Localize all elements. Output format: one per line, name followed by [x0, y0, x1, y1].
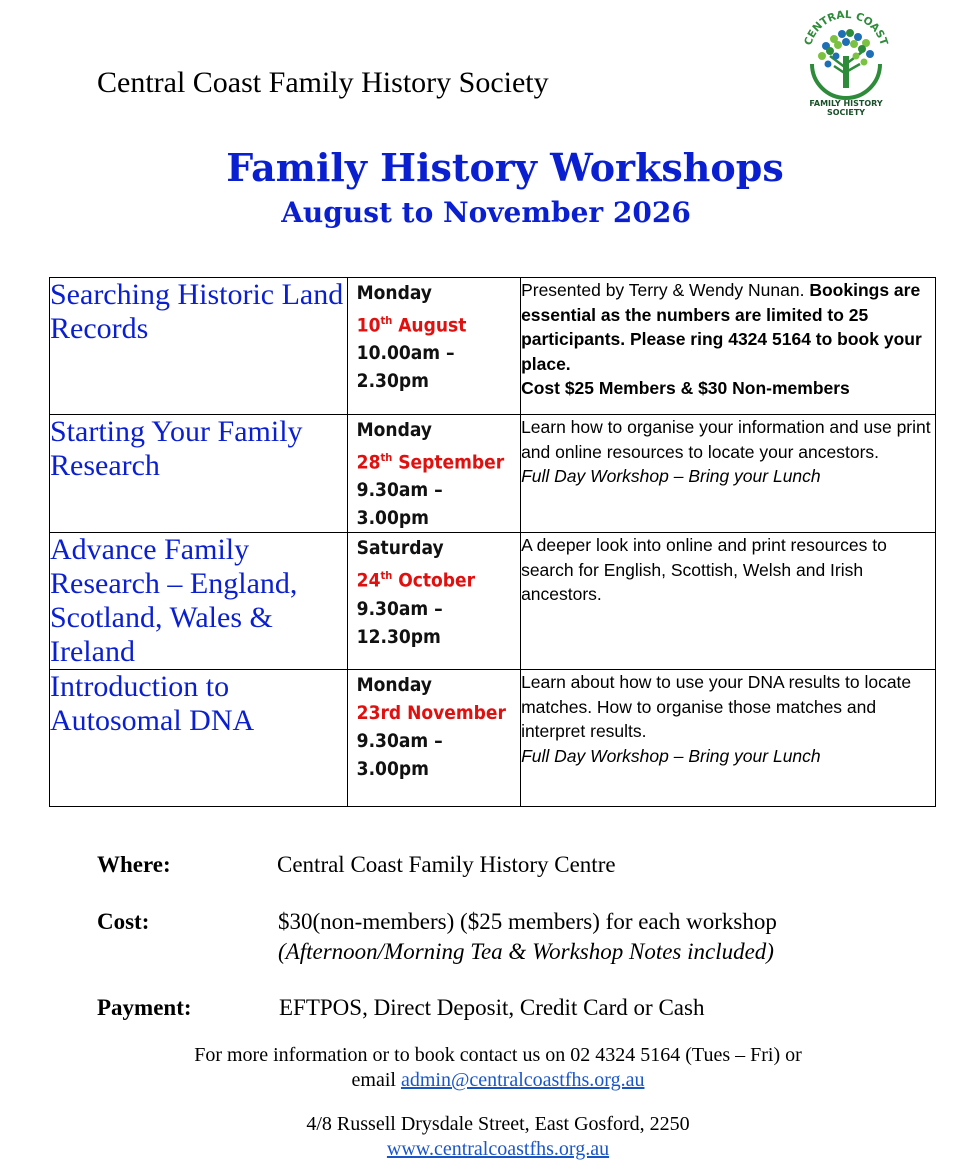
tree-logo-icon: [812, 29, 880, 98]
contact-info: [0, 1043, 961, 1093]
society-name: Central Coast Family History Society: [97, 66, 549, 99]
workshop-name: Searching Historic Land Records: [50, 278, 348, 415]
workshop-description: Learn about how to use your DNA results to locate matches. How to organise those matches and interpret results. Full Day Workshop – Bring your Lunch: [521, 670, 936, 807]
page-title: Family History Workshops: [226, 145, 784, 190]
cost-note: (Afternoon/Morning Tea & Workshop Notes included): [278, 939, 774, 964]
workshop-date-cell: [347, 415, 520, 533]
where-label: Where:: [97, 852, 171, 877]
workshop-day: Monday: [356, 674, 432, 697]
workshop-date-cell: [347, 278, 520, 415]
workshop-note: Full Day Workshop – Bring your Lunch: [521, 466, 821, 486]
page-subtitle: August to November 2026: [281, 196, 691, 229]
table-row: [50, 533, 936, 670]
table-row: [50, 415, 936, 533]
logo-bottom-text-1: FAMILY HISTORY: [809, 99, 883, 108]
workshop-date-cell: [347, 533, 520, 670]
email-link[interactable]: admin@centralcoastfhs.org.au: [400, 1069, 645, 1091]
workshop-date: 28th September: [356, 451, 505, 474]
address: 4/8 Russell Drysdale Street, East Gosford, 2250: [306, 1113, 690, 1135]
workshop-name: Starting Your Family Research: [50, 415, 348, 533]
workshop-description: Presented by Terry & Wendy Nunan. Bookings are essential as the numbers are limited to 25 participants. Please ring 4324 5164 to book your place. Cost $25 Members & $30 Non-members: [521, 278, 936, 415]
email-prefix: email: [351, 1069, 396, 1091]
contact-line: For more information or to book contact us on 02 4324 5164 (Tues – Fri) or: [194, 1044, 802, 1066]
workshop-date: 24th October: [356, 569, 476, 592]
workshop-date-cell: [347, 670, 520, 807]
workshop-description: A deeper look into online and print resources to search for English, Scottish, Welsh and Irish ancestors.: [521, 533, 936, 670]
workshop-day: Monday: [356, 282, 432, 304]
workshop-time: 9.30am – 12.30pm: [356, 597, 443, 648]
workshop-name: Introduction to Autosomal DNA: [50, 670, 348, 807]
workshops-table: [49, 277, 936, 807]
logo-bottom-text-2: SOCIETY: [826, 108, 866, 117]
workshop-name: Advance Family Research – England, Scotland, Wales & Ireland: [50, 533, 348, 670]
payment-label: Payment:: [97, 995, 192, 1020]
workshop-date: 23rd November: [356, 702, 506, 725]
table-row: [50, 278, 936, 415]
cost-label: Cost:: [97, 909, 150, 934]
where-value: Central Coast Family History Centre: [277, 852, 616, 877]
workshop-time: 9.30am – 3.00pm: [356, 730, 443, 781]
workshop-day: Saturday: [356, 537, 444, 560]
workshop-note: Full Day Workshop – Bring your Lunch: [521, 745, 821, 766]
website-link[interactable]: www.centralcoastfhs.org.au: [386, 1138, 610, 1160]
workshop-date: 10th August: [356, 314, 467, 337]
workshop-time: 10.00am – 2.30pm: [356, 342, 455, 393]
society-logo: [800, 6, 892, 118]
workshop-day: Monday: [356, 419, 432, 441]
cost-value: $30(non-members) ($25 members) for each workshop (Afternoon/Morning Tea & Workshop Notes included): [278, 909, 777, 964]
table-row: [50, 670, 936, 807]
payment-value: EFTPOS, Direct Deposit, Credit Card or Cash: [279, 995, 705, 1020]
workshop-time: 9.30am – 3.00pm: [356, 479, 443, 530]
logo-top-text: CENTRAL COAST: [802, 8, 890, 47]
workshop-description: Learn how to organise your information and use print and online resources to locate your ancestors. Full Day Workshop – Bring your Lunch: [521, 415, 936, 533]
